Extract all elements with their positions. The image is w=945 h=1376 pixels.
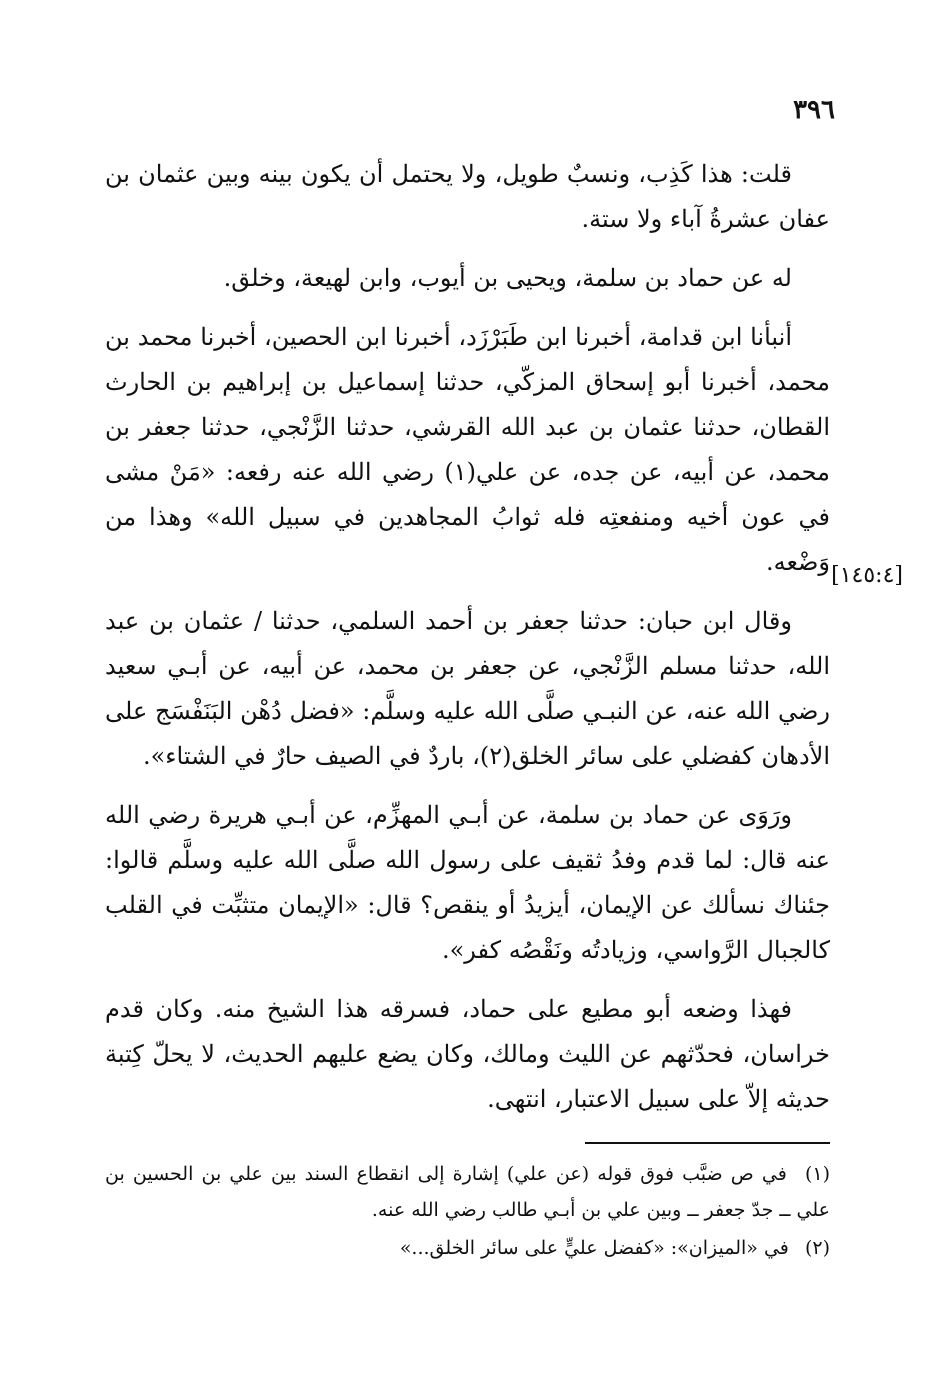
paragraph-3: أنبأنا ابن قدامة، أخبرنا ابن طَبَرْزَد، أخبرنا ابن الحصين، أخبرنا محمد بن محمد، أخبرنا أبو إسحاق المزكّي، حدثنا إسماعيل بن إبراهيم بن الحارث القطان، حدثنا عثمان بن عبد الله القرشي، حدثنا الزَّنْجي، حدثنا جعفر بن محمد، عن أبيه، عن جده، عن علي(١) رضي الله عنه رفعه: «مَنْ مشى في عون أخيه ومنفعتِه فله ثوابُ المجاهدين في سبيل الله» وهذا من وَضْعه. <box>105 323 830 576</box>
footnote-2 <box>105 1230 830 1266</box>
footnote-number: (٢) <box>804 1237 830 1259</box>
paragraph-5: ورَوَى عن حماد بن سلمة، عن أبـي المهزِّم، عن أبـي هريرة رضي الله عنه قال: لما قدم وفدُ ثقيف على رسول الله صلَّى الله عليه وسلَّم قالوا: جئناك نسألك عن الإيمان، أيزيدُ أو ينقص؟ قال: «الإيمان متثبِّت في القلب كالجبال الرَّواسي، وزيادتُه ونَقْصُه كفر». <box>105 801 830 964</box>
footnote-1 <box>105 1156 830 1228</box>
paragraph-2: له عن حماد بن سلمة، ويحيى بن أيوب، وابن لهيعة، وخلق. <box>223 264 792 292</box>
page-number: ٣٩٦ <box>793 95 835 125</box>
footnote-text: في «الميزان»: «كفضل عليٍّ على سائر الخلق...» <box>399 1237 789 1259</box>
footnote-separator <box>585 1142 830 1144</box>
footnote-number: (١) <box>804 1163 830 1185</box>
main-text <box>105 152 830 1136</box>
paragraph-6: فهذا وضعه أبو مطيع على حماد، فسرقه هذا الشيخ منه. وكان قدم خراسان، فحدّثهم عن الليث ومالك، وكان يضع عليهم الحديث، لا يحلّ كِتبة حديثه إلاّ على سبيل الاعتبار، انتهى. <box>105 995 830 1113</box>
paragraph-4: وقال ابن حبان: حدثنا جعفر بن أحمد السلمي، حدثنا / عثمان بن عبد الله، حدثنا مسلم الزَّنْجي، عن جعفر بن محمد، عن أبيه، عن أبـي سعيد رضي الله عنه، عن النبـي صلَّى الله عليه وسلَّم: «فضل دُهْن البَنَفْسَج على الأدهان كفضلي على سائر الخلق(٢)، باردٌ في الصيف حارٌ في الشتاء». <box>105 607 830 770</box>
paragraph-1: قلت: هذا كَذِب، ونسبٌ طويل، ولا يحتمل أن يكون بينه وبين عثمان بن عفان عشرةُ آباء ولا ستة. <box>105 160 830 233</box>
footnotes <box>105 1156 830 1268</box>
footnote-text: في ص ضبَّب فوق قوله (عن علي) إشارة إلى انقطاع السند بين علي بن الحسين بن علي ــ جدّ جعفر ــ وبين علي بن أبـي طالب رضي الله عنه. <box>105 1163 830 1221</box>
margin-reference: [١٤٥:٤] <box>831 563 903 588</box>
